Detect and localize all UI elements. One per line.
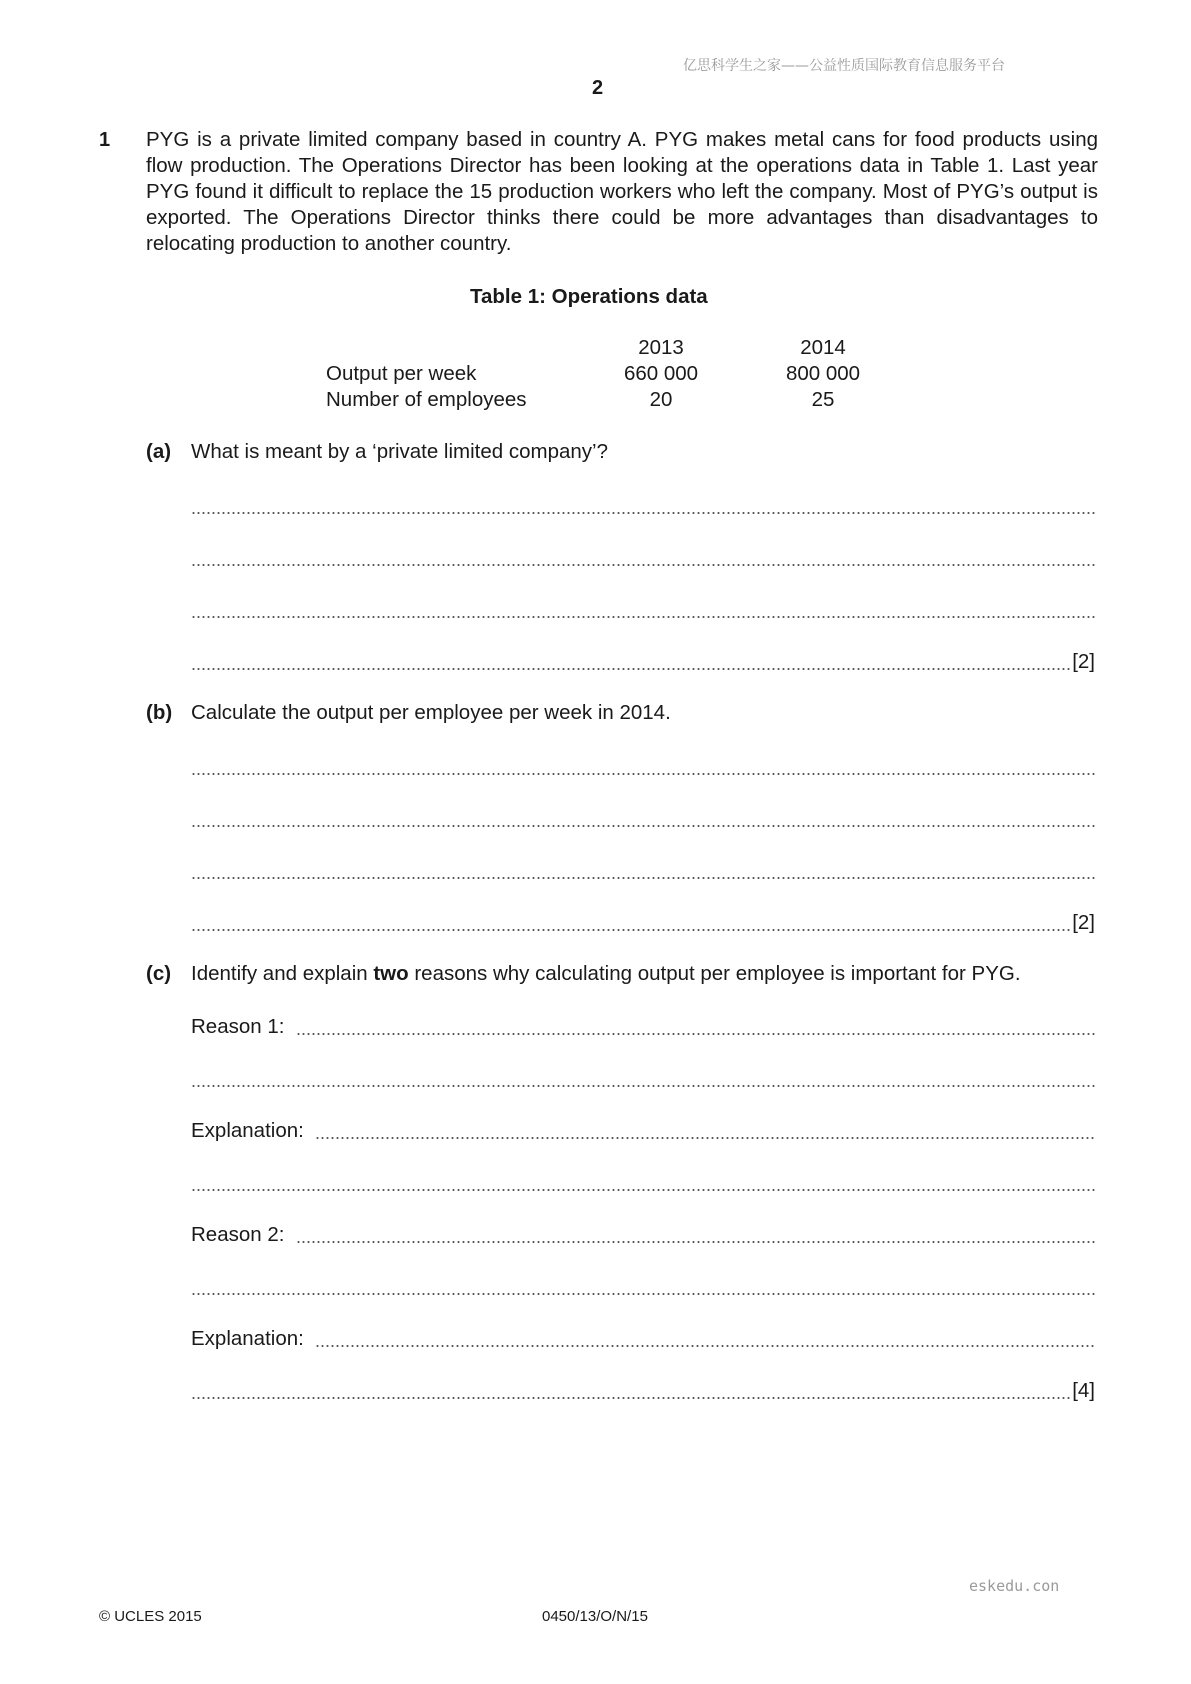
cell-2013: 20 [649, 388, 673, 411]
answer-line-c3[interactable] [191, 1274, 1095, 1300]
watermark-bottom: eskedu.con [969, 1577, 1060, 1595]
reason-2-line[interactable] [191, 1222, 1095, 1248]
explanation-1-line[interactable] [191, 1118, 1095, 1144]
part-b-question: Calculate the output per employee per week in 2014. [191, 701, 671, 724]
row-label: Number of employees [326, 388, 527, 411]
part-a-label: (a) [146, 440, 172, 463]
answer-line-c2[interactable] [191, 1170, 1095, 1196]
answer-line-c1[interactable] [191, 1066, 1095, 1092]
reason-1-label: Reason 1: [191, 1015, 285, 1038]
part-b-marks: [2] [1072, 911, 1095, 934]
question-intro: PYG is a private limited company based in country A. PYG makes metal cans for food products using flow production. The Operations Director has been looking at the operations data in Table 1. Last year PYG found it difficult to replace the 15 production workers who left the company. Most of PYG’s output is exported. The Operations Director thinks there could be more advantages than disadvantages to relocating production to another country. [146, 128, 1098, 255]
page-number: 2 [592, 77, 604, 99]
answer-line-a1[interactable] [191, 493, 1095, 519]
footer-paper-code: 0450/13/O/N/15 [542, 1608, 648, 1625]
answer-line-b3[interactable] [191, 858, 1095, 884]
part-c-marks: [4] [1072, 1379, 1095, 1402]
watermark-top: 亿思科学生之家——公益性质国际教育信息服务平台 [683, 58, 1005, 74]
explanation-2-line[interactable] [191, 1326, 1095, 1352]
answer-line-a4[interactable] [191, 649, 1095, 675]
year-2013-header: 2013 [638, 336, 684, 359]
question-number: 1 [99, 129, 111, 151]
cell-2014: 800 000 [785, 362, 861, 385]
part-b-label: (b) [146, 701, 173, 724]
part-c-label: (c) [146, 962, 172, 985]
answer-line-a3[interactable] [191, 597, 1095, 623]
cell-2013: 660 000 [623, 362, 699, 385]
footer-copyright: © UCLES 2015 [99, 1608, 202, 1625]
explanation-2-label: Explanation: [191, 1327, 304, 1350]
part-c-question: Identify and explain two reasons why calculating output per employee is important for PYG. [191, 962, 1021, 985]
year-2014-header: 2014 [800, 336, 846, 359]
explanation-1-label: Explanation: [191, 1119, 304, 1142]
part-a-marks: [2] [1072, 650, 1095, 673]
table-row [326, 361, 868, 387]
reason-1-line[interactable] [191, 1014, 1095, 1040]
table-row [326, 387, 868, 413]
table-header-row [326, 335, 868, 361]
row-label: Output per week [326, 362, 477, 385]
answer-line-c4[interactable] [191, 1378, 1095, 1404]
table-title: Table 1: Operations data [470, 285, 708, 308]
reason-2-label: Reason 2: [191, 1223, 285, 1246]
answer-line-b2[interactable] [191, 806, 1095, 832]
answer-line-b4[interactable] [191, 910, 1095, 936]
operations-table [326, 335, 868, 413]
answer-line-a2[interactable] [191, 545, 1095, 571]
answer-line-b1[interactable] [191, 754, 1095, 780]
part-a-question: What is meant by a ‘private limited company’? [191, 440, 609, 463]
cell-2014: 25 [811, 388, 835, 411]
